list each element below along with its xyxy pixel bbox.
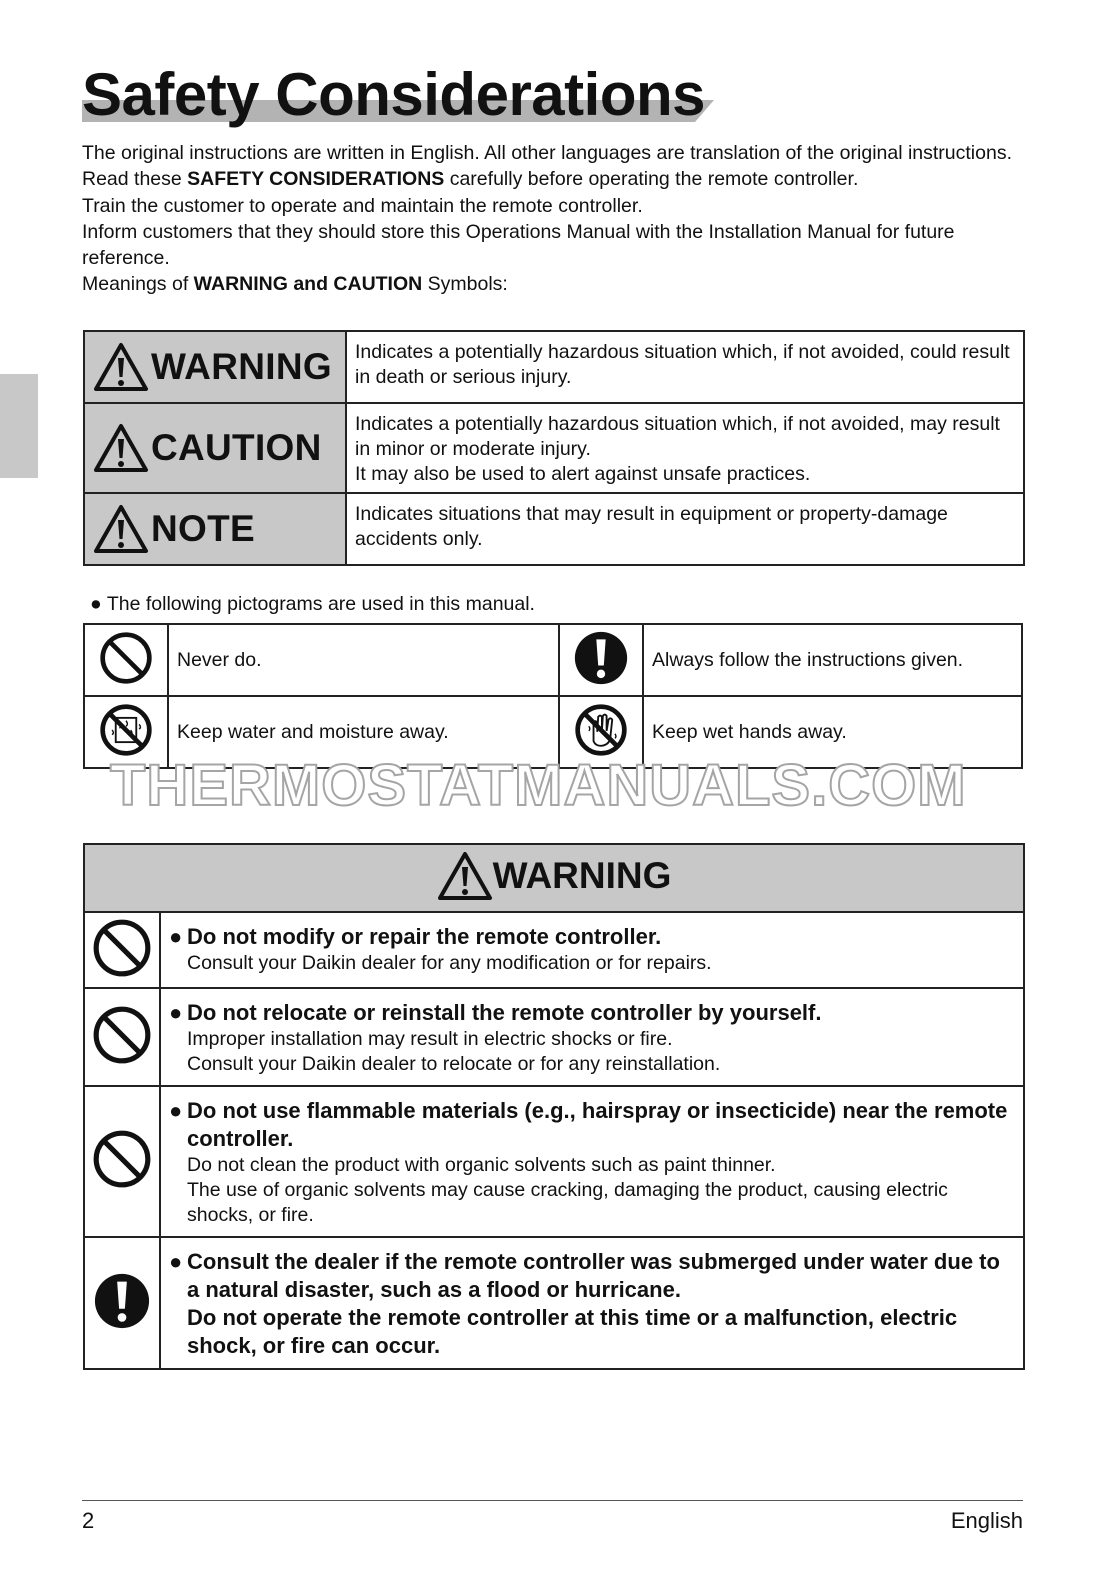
page-number: 2 bbox=[82, 1508, 95, 1533]
warning-triangle-icon bbox=[437, 851, 493, 901]
warning-item-title: Do not modify or repair the remote controller. bbox=[187, 924, 662, 949]
pictograms-table bbox=[83, 623, 1023, 769]
warning-item: ● Consult the dealer if the remote controller was submerged under water due to a natural disaster, such as a flood or hurricane. Do not operate the remote controller at this time or a malfunction, electric shock, or fire can occur. bbox=[84, 1237, 1024, 1369]
symbol-row-caution bbox=[84, 403, 1024, 493]
pictogram-text: Always follow the instructions given. bbox=[643, 624, 1022, 696]
pictogram-text: Keep wet hands away. bbox=[643, 696, 1022, 768]
warning-box bbox=[83, 843, 1025, 1370]
exclamation-icon bbox=[93, 1272, 151, 1330]
footer-rule bbox=[82, 1500, 1023, 1501]
warning-item-title: Do not relocate or reinstall the remote controller by yourself. bbox=[187, 1000, 822, 1025]
footer-language: English bbox=[950, 1508, 1023, 1533]
warning-box-heading: WARNING bbox=[492, 854, 672, 896]
caution-label: CAUTION bbox=[151, 427, 322, 468]
page-title: Safety Considerations bbox=[82, 61, 705, 128]
intro-line-1: The original instructions are written in English. All other languages are translation of the original instructions. bbox=[82, 142, 1013, 164]
intro-line-5: Meanings of WARNING and CAUTION Symbols: bbox=[82, 273, 508, 296]
prohibition-icon bbox=[91, 917, 153, 979]
intro-line-3: Train the customer to operate and maintain the remote controller. bbox=[82, 194, 643, 217]
prohibition-icon bbox=[91, 1004, 153, 1066]
warning-item-desc: Do not clean the product with organic solvents such as paint thinner. bbox=[187, 1154, 776, 1176]
pictogram-row bbox=[84, 624, 1022, 696]
note-label: NOTE bbox=[151, 508, 255, 549]
prohibition-icon bbox=[91, 1128, 153, 1190]
warning-item-desc: Improper installation may result in electric shocks or fire. bbox=[187, 1028, 673, 1050]
caution-description: Indicates a potentially hazardous situation which, if not avoided, may result in minor or moderate injury. It may also be used to alert against unsafe practices. bbox=[346, 403, 1024, 493]
warning-triangle-icon bbox=[93, 504, 149, 554]
side-tab bbox=[0, 374, 38, 478]
warning-item-desc: Consult your Daikin dealer for any modification or for repairs. bbox=[187, 952, 712, 974]
warning-description: Indicates a potentially hazardous situation which, if not avoided, could result in death or serious injury. bbox=[346, 331, 1024, 403]
pictograms-intro: ● The following pictograms are used in this manual. bbox=[90, 593, 535, 615]
symbol-meanings-table bbox=[83, 330, 1025, 566]
warning-label: WARNING bbox=[151, 346, 332, 387]
no-wet-hands-icon bbox=[573, 702, 629, 758]
intro-line-4: Inform customers that they should store this Operations Manual with the Installation Manual for future reference. bbox=[82, 220, 955, 270]
warning-item-title-2: Do not operate the remote controller at this time or a malfunction, electric shock, or fire can occur. bbox=[187, 1305, 958, 1358]
note-description: Indicates situations that may result in equipment or property-damage accidents only. bbox=[346, 493, 1024, 565]
watermark: THERMOSTATMANUALS.COM bbox=[110, 753, 967, 818]
pictogram-text: Keep water and moisture away. bbox=[168, 696, 559, 768]
warning-item-title: Consult the dealer if the remote controller was submerged under water due to a natural disaster, such as a flood or hurricane. bbox=[187, 1249, 1000, 1302]
warning-item: ● Do not modify or repair the remote controller. Consult your Daikin dealer for any modification or for repairs. bbox=[84, 912, 1024, 988]
exclamation-icon bbox=[573, 630, 629, 686]
warning-item-desc: Consult your Daikin dealer to relocate or for any reinstallation. bbox=[187, 1053, 721, 1075]
no-water-icon bbox=[98, 702, 154, 758]
intro-line-2: Read these SAFETY CONSIDERATIONS carefully before operating the remote controller. bbox=[82, 168, 859, 191]
symbol-row-warning bbox=[84, 331, 1024, 403]
prohibition-icon bbox=[98, 630, 154, 686]
pictogram-text: Never do. bbox=[168, 624, 559, 696]
warning-box-header bbox=[84, 844, 1024, 912]
warning-item: ● Do not use flammable materials (e.g., hairspray or insecticide) near the remote controller. Do not clean the product with organic solvents such as paint thinner. The use of organic solvents may cause cracking, damaging the product, causing electric shocks, or fire. bbox=[84, 1086, 1024, 1237]
warning-triangle-icon bbox=[93, 342, 149, 392]
warning-item: ● Do not relocate or reinstall the remote controller by yourself. Improper installation may result in electric shocks or fire. Consult your Daikin dealer to relocate or for any reinstallation. bbox=[84, 988, 1024, 1086]
warning-triangle-icon bbox=[93, 423, 149, 473]
warning-item-title: Do not use flammable materials (e.g., hairspray or insecticide) near the remote controller. bbox=[187, 1098, 1008, 1151]
warning-item-desc: The use of organic solvents may cause cracking, damaging the product, causing electric shocks, or fire. bbox=[187, 1179, 948, 1226]
intro-text bbox=[82, 140, 1022, 298]
symbol-row-note bbox=[84, 493, 1024, 565]
